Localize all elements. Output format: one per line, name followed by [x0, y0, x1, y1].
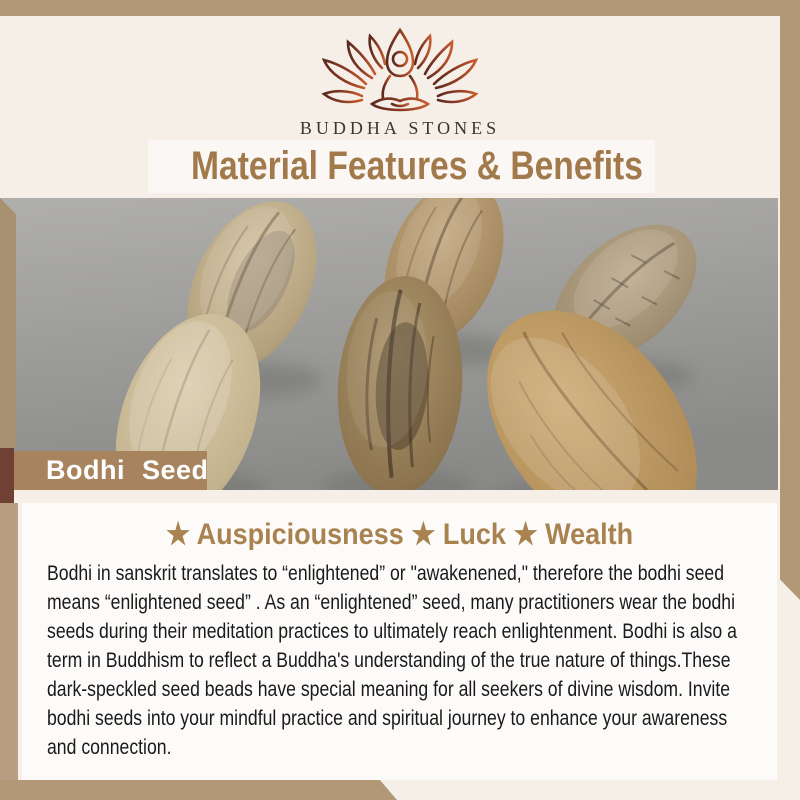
section-title: Material Features & Benefits	[191, 144, 643, 188]
brand-name: BUDDHA STONES	[299, 118, 501, 138]
top-border-ribbon	[0, 0, 800, 16]
benefits-text: ★ Auspiciousness ★ Luck ★ Wealth	[165, 518, 634, 551]
label-ribbon-fold	[0, 448, 14, 504]
section-banner	[148, 140, 655, 193]
benefits-line	[22, 517, 777, 552]
description-paragraph: Bodhi in sanskrit translates to “enlightened” or "awakenened," therefore the bodhi seed means “enlightened seed” . As an “enlightened” seed, many practitioners wear the bodhi seeds during their meditation practices to ultimately reach enlightenment. Bodhi is also a term in Buddhism to reflect a Buddha's understanding of the true nature of things.These dark-speckled seed beads have special meaning for all seekers of divine wisdom. Invite bodhi seeds into your mindful practice and spiritual journey to enhance your awareness and connection.	[47, 561, 737, 759]
right-border-ribbon	[780, 16, 800, 600]
left-lower-ribbon	[0, 503, 18, 780]
left-border-ribbon	[0, 198, 16, 448]
description-panel	[22, 503, 777, 780]
product-photo	[0, 198, 778, 490]
bottom-border-ribbon	[0, 780, 397, 800]
lotus-meditation-icon	[320, 26, 480, 118]
brand-logo	[320, 26, 480, 118]
material-label: Bodhi Seed	[46, 455, 209, 485]
material-label-ribbon	[14, 451, 207, 490]
